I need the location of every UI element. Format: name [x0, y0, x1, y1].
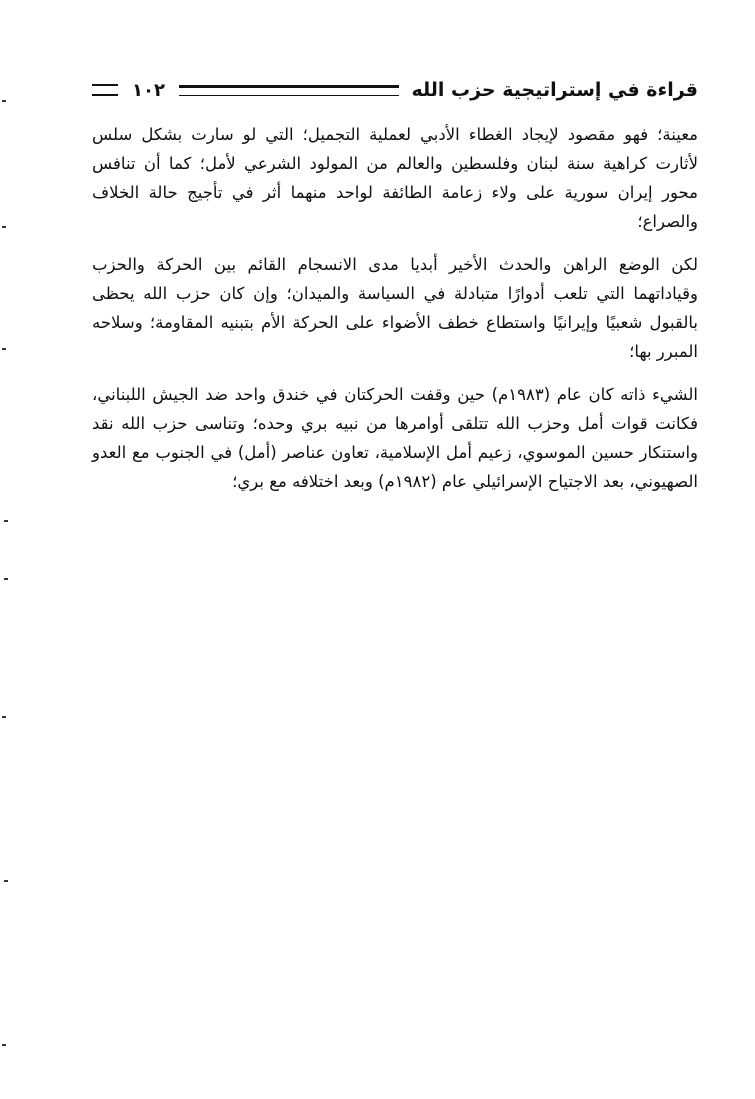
scan-margin-mark — [4, 520, 8, 522]
paragraph-3: الشيء ذاته كان عام (١٩٨٣م) حين وقفت الحركتان في خندق واحد ضد الجيش اللبناني، فكانت قوات أمل وحزب الله تتلقى أوامرها من نبيه بري وحده؛ وتناسى حزب الله نقد واستنكار حسين الموسوي، زعيم أمل الإسلامية، تعاون عناصر (أمل) في الجنوب مع العدو الصهيوني، بعد الاجتياح الإسرائيلي عام (١٩٨٢م) وبعد اختلافه مع بري؛ — [92, 385, 699, 491]
scan-margin-mark — [2, 1044, 6, 1046]
scan-margin-mark — [2, 100, 6, 102]
scan-margin-mark — [2, 348, 6, 350]
running-title: قراءة في إستراتيجية حزب الله — [411, 79, 698, 101]
paragraph-1: معينة؛ فهو مقصود لإيجاد الغطاء الأدبي لعملية التجميل؛ التي لو سارت بشكل سلس لأثارت كراهية سنة لبنان وفلسطين والعالم من المولود الشرعي لأمل؛ كما أن تنافس محور إيران سورية على ولاء زعامة الطائفة لواحد منهما أثر في تأجيج حالة الخلاف والصراع؛ — [92, 125, 698, 231]
header-end-mark — [92, 84, 118, 96]
scan-margin-mark — [2, 716, 6, 718]
body-text — [92, 120, 698, 510]
scan-margin-mark — [4, 578, 8, 580]
page-number: ١٠٢ — [132, 79, 165, 101]
paragraph-2: لكن الوضع الراهن والحدث الأخير أبديا مدى الانسجام القائم بين الحركة والحزب وقياداتهما التي تلعب أدوارًا متبادلة في السياسة والميدان؛ وإن كان حزب الله يحظى بالقبول شعبيًا وإيرانيًا واستطاع خطف الأضواء على الحركة الأم بتبنيه المقاومة؛ وسلاحه المبرر بها؛ — [92, 255, 698, 361]
scan-margin-mark — [4, 880, 8, 882]
page-header — [92, 74, 698, 106]
header-rule — [179, 85, 400, 96]
scan-margin-mark — [2, 226, 6, 228]
